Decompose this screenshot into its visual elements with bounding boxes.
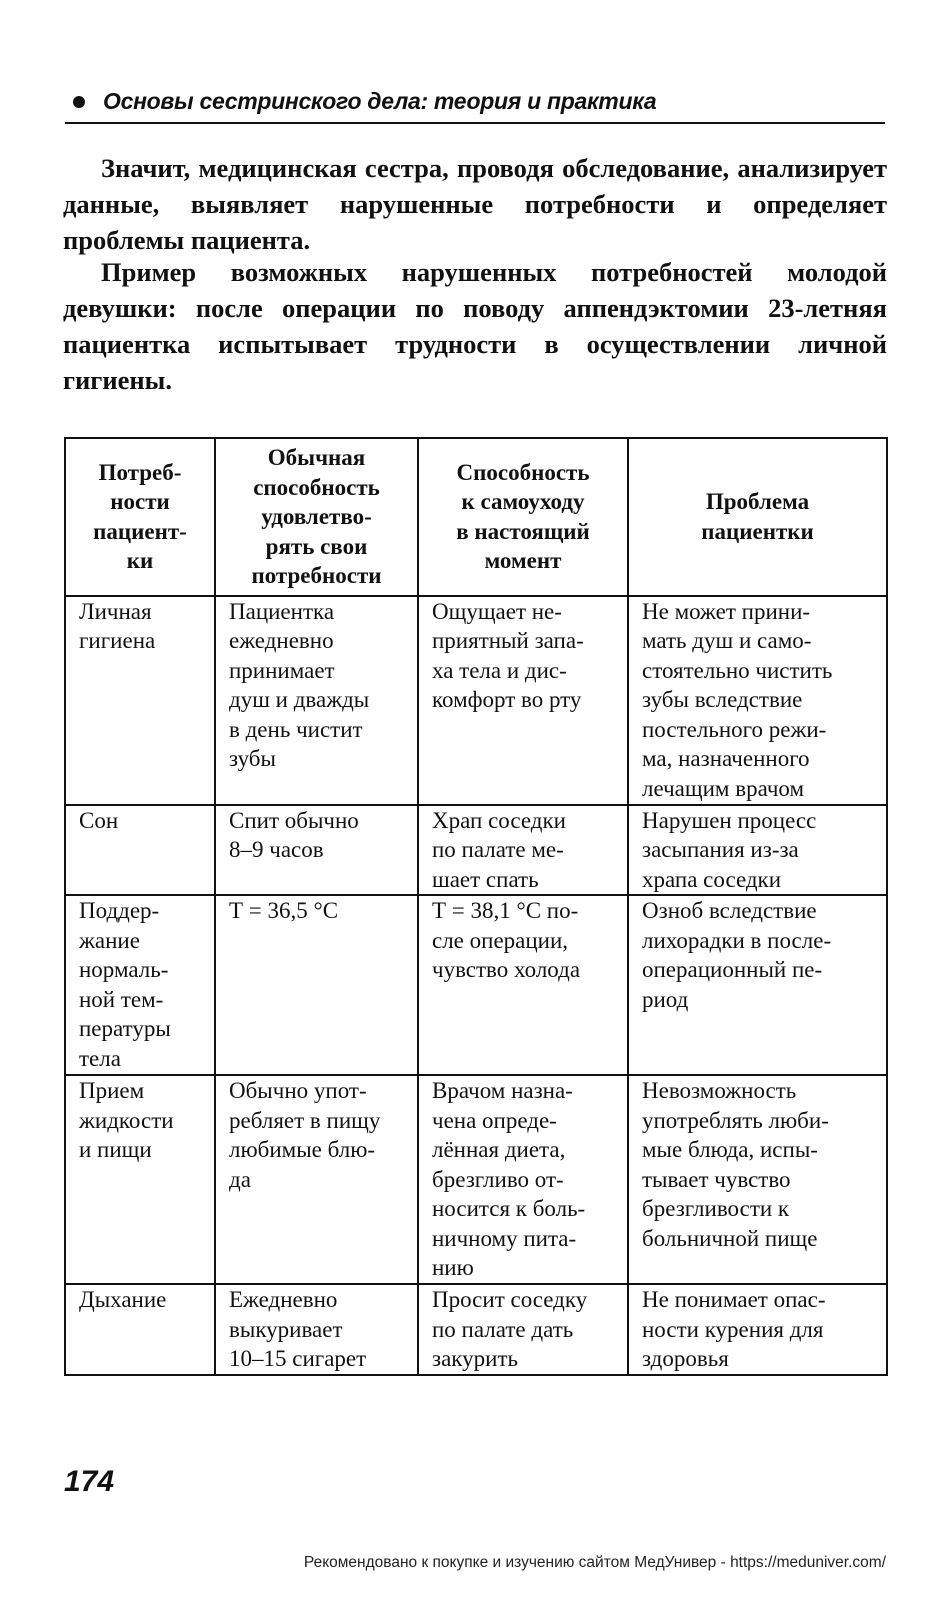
- cell-line: употреблять люби-: [642, 1107, 829, 1133]
- cell-line: ежедневно: [229, 628, 334, 653]
- cell-line: Сон: [79, 807, 119, 833]
- cell-line: выкуривает: [229, 1316, 343, 1342]
- cell-line: пациент-: [93, 518, 187, 544]
- cell-line: момент: [484, 548, 562, 574]
- cell-line: сле операции,: [432, 927, 569, 953]
- cell-line: Врачом назна-: [432, 1078, 573, 1103]
- cell-line: приятный запа-: [432, 628, 584, 653]
- cell-line: Не понимает опас-: [642, 1287, 826, 1312]
- problem-cell: [628, 895, 887, 1075]
- cell-line: ности: [110, 489, 170, 515]
- cell-line: чувство холода: [432, 957, 581, 982]
- cell-line: брезгливости к: [642, 1196, 790, 1221]
- cell-line: носится к боль-: [432, 1196, 586, 1221]
- table-row: [65, 596, 887, 805]
- cell-line: Прием: [79, 1078, 145, 1103]
- problem-cell: [628, 1075, 887, 1284]
- cell-line: пературы: [79, 1016, 171, 1041]
- cell-line: лечащим врачом: [642, 775, 805, 801]
- usual-ability-cell: [215, 895, 418, 1075]
- cell-line: стоятельно чистить: [642, 657, 833, 683]
- cell-line: нормаль-: [79, 957, 169, 982]
- cell-line: Спит обычно: [229, 807, 359, 833]
- cell-line: удовлетво-: [261, 504, 372, 529]
- cell-line: Т = 36,5 °С: [229, 898, 339, 923]
- cell-line: Способность: [456, 459, 590, 485]
- cell-line: ребляет в пищу: [229, 1107, 381, 1133]
- usual-ability-cell: [215, 596, 418, 805]
- cell-line: риод: [642, 986, 689, 1012]
- cell-line: Поддер-: [79, 898, 160, 923]
- current-ability-cell: [418, 1075, 628, 1284]
- cell-line: Невозможность: [642, 1078, 797, 1103]
- header-cell: [65, 438, 215, 596]
- cell-line: храпа соседки: [642, 866, 782, 892]
- cell-line: тела: [79, 1045, 121, 1071]
- cell-line: 10–15 сигарет: [229, 1346, 367, 1371]
- cell-line: лённая диета,: [432, 1137, 566, 1162]
- cell-line: ха тела и дис-: [432, 657, 567, 683]
- cell-line: способность: [253, 474, 380, 500]
- cell-line: Личная: [79, 598, 152, 624]
- problem-cell: [628, 805, 887, 896]
- table-row: [65, 805, 887, 896]
- table-row: [65, 895, 887, 1075]
- cell-line: операционный пе-: [642, 957, 823, 982]
- cell-line: к самоуходу: [461, 489, 585, 515]
- cell-line: Обычная: [267, 445, 366, 470]
- need-cell: [65, 805, 215, 896]
- usual-ability-cell: [215, 1284, 418, 1375]
- problem-cell: [628, 596, 887, 805]
- need-cell: [65, 1284, 215, 1375]
- usual-ability-cell: [215, 805, 418, 896]
- cell-line: жание: [79, 927, 140, 953]
- cell-line: Проблема: [705, 489, 810, 515]
- cell-line: чена опреде-: [432, 1107, 557, 1133]
- running-header-title: Основы сестринского дела: теория и практика: [103, 88, 657, 114]
- cell-line: ной тем-: [79, 986, 164, 1012]
- cell-line: шает спать: [432, 866, 539, 892]
- cell-line: засыпания из-за: [642, 837, 799, 862]
- cell-line: жидкости: [79, 1107, 174, 1133]
- cell-line: 8–9 часов: [229, 837, 324, 862]
- cell-line: Озноб вследствие: [642, 898, 817, 923]
- footer-note: Рекомендовано к покупке и изучению сайтом МедУнивер - https://meduniver.com/: [303, 1554, 886, 1571]
- cell-line: нию: [432, 1255, 474, 1280]
- cell-line: мать душ и само-: [642, 628, 812, 653]
- cell-line: здоровья: [642, 1346, 729, 1371]
- cell-line: Дыхание: [79, 1287, 167, 1312]
- cell-line: лихорадки в после-: [642, 927, 832, 953]
- current-ability-cell: [418, 596, 628, 805]
- bullet-icon: [73, 96, 85, 108]
- cell-line: в настоящий: [456, 518, 590, 544]
- cell-line: комфорт во рту: [432, 687, 582, 712]
- cell-line: Потреб-: [98, 459, 182, 485]
- cell-line: Просит соседку: [432, 1287, 588, 1312]
- needs-table: [64, 437, 888, 1376]
- cell-line: любимые блю-: [229, 1137, 376, 1162]
- cell-line: зубы: [229, 746, 276, 771]
- cell-line: Пациентка: [229, 598, 335, 624]
- need-cell: [65, 895, 215, 1075]
- cell-line: больничной пище: [642, 1225, 818, 1251]
- cell-line: да: [229, 1166, 251, 1192]
- need-cell: [65, 1075, 215, 1284]
- cell-line: зубы вследствие: [642, 687, 803, 712]
- problem-cell: [628, 1284, 887, 1375]
- cell-line: в день чистит: [229, 716, 363, 742]
- page-number: 174: [64, 1465, 115, 1498]
- current-ability-cell: [418, 1284, 628, 1375]
- cell-line: тывает чувство: [642, 1166, 791, 1192]
- usual-ability-cell: [215, 1075, 418, 1284]
- current-ability-cell: [418, 895, 628, 1075]
- table-row: [65, 1075, 887, 1284]
- cell-line: ма, назначенного: [642, 746, 810, 771]
- cell-line: и пищи: [79, 1137, 152, 1162]
- cell-line: принимает: [229, 657, 335, 683]
- table-header-row: [65, 438, 887, 596]
- cell-line: Ощущает не-: [432, 598, 562, 624]
- paragraph: Значит, медицинская сестра, проводя обследование, анализирует данные, выявляет нарушенные потребности и определяет проблемы пациента.: [63, 153, 887, 255]
- cell-line: ности курения для: [642, 1316, 824, 1342]
- cell-line: потребности: [251, 563, 382, 588]
- cell-line: постельного режи-: [642, 716, 827, 742]
- cell-line: Не может прини-: [642, 598, 811, 624]
- cell-line: Ежедневно: [229, 1287, 338, 1312]
- current-ability-cell: [418, 805, 628, 896]
- cell-line: душ и дважды: [229, 687, 370, 712]
- cell-line: рять свои: [265, 533, 368, 559]
- need-cell: [65, 596, 215, 805]
- cell-line: Обычно упот-: [229, 1078, 367, 1103]
- cell-line: Т = 38,1 °С по-: [432, 898, 579, 923]
- running-header: [65, 84, 885, 124]
- header-cell: [215, 438, 418, 596]
- paragraph: Пример возможных нарушенных потребностей молодой девушки: после операции по поводу аппендэктомии 23-летняя пациентка испытывает трудности в осуществлении личной гигиены.: [63, 257, 887, 395]
- header-cell: [418, 438, 628, 596]
- cell-line: гигиена: [79, 628, 156, 653]
- cell-line: ки: [126, 548, 154, 574]
- cell-line: закурить: [432, 1346, 518, 1371]
- cell-line: пациентки: [701, 518, 814, 544]
- cell-line: мые блюда, испы-: [642, 1137, 818, 1162]
- cell-line: по палате ме-: [432, 837, 564, 862]
- header-cell: [628, 438, 887, 596]
- cell-line: ничному пита-: [432, 1225, 577, 1251]
- cell-line: Нарушен процесс: [642, 807, 817, 833]
- cell-line: по палате дать: [432, 1316, 574, 1342]
- cell-line: Храп соседки: [432, 807, 566, 833]
- table-row: [65, 1284, 887, 1375]
- cell-line: брезгливо от-: [432, 1166, 564, 1192]
